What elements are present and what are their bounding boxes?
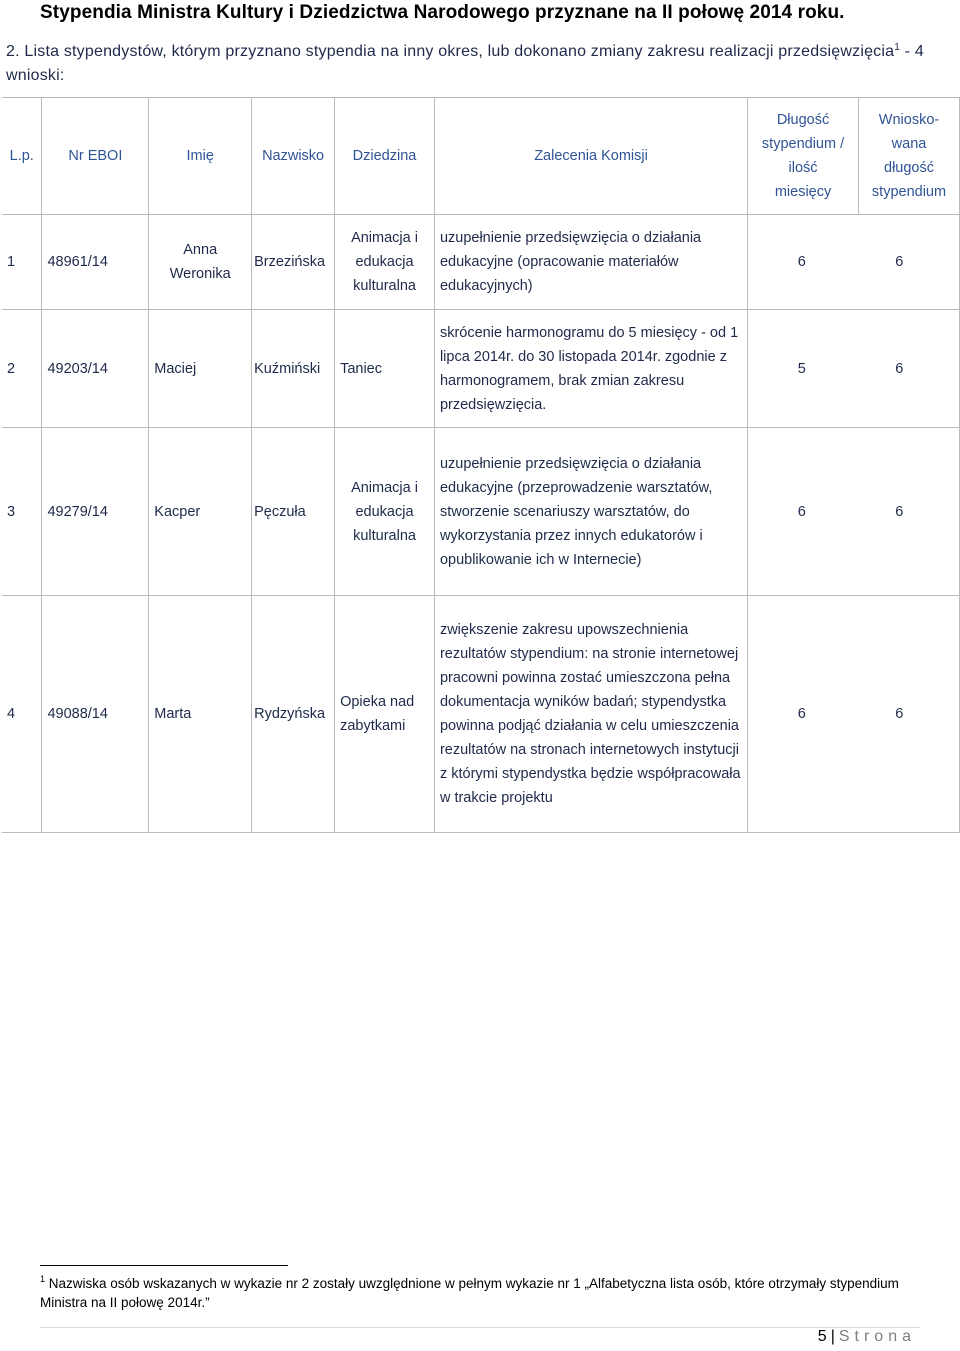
table-row	[2, 215, 960, 310]
cell-dlugosc: 5	[797, 360, 806, 377]
column-header-dlugosc: Długość stypendium / ilość miesięcy	[748, 98, 859, 215]
section-intro: 2. Lista stypendystów, którym przyznano stypendia na inny okres, lub dokonano zmiany zakresu realizacji przedsięwzięcia	[6, 43, 895, 60]
cell-zalecenia: zwiększenie zakresu upowszechnienia rezultatów stypendium: na stronie internetowej pracowni powinna zostać umieszczona pełna dokumentacja wyników badań; stypendystka powinna podjąć działania w celu umieszczenia rezultatów na stronach internetowych instytucji z którymi stypendystka będzie współpracowała w trakcie projektu	[434, 596, 747, 833]
cell-wnioskowana: 6	[895, 360, 904, 377]
cell-wnioskowana: 6	[895, 503, 904, 520]
page-footer	[818, 1328, 916, 1346]
cell-nr-eboi: 49203/14	[42, 310, 149, 428]
column-header-dziedzina: Dziedzina	[335, 98, 435, 215]
page-footer-rule	[40, 1327, 920, 1328]
column-header-zalecenia: Zalecenia Komisji	[434, 98, 747, 215]
footnote-separator	[40, 1265, 288, 1266]
footnote-ref: 1	[894, 42, 900, 53]
cell-imie: Kacper	[149, 428, 252, 596]
cell-nr-eboi: 49279/14	[42, 428, 149, 596]
page-number: 5	[817, 1328, 827, 1345]
cell-nazwisko: Brzezińska	[252, 215, 335, 310]
footnote-text: Nazwiska osób wskazanych w wykazie nr 2 zostały uwzględnione w pełnym wykazie nr 1 „Alfabetyczna lista osób, które otrzymały stypendium Ministra na II połowę 2014r.”	[40, 1276, 899, 1310]
cell-dlugosc: 6	[797, 254, 806, 270]
cell-nr-eboi: 48961/14	[42, 215, 149, 310]
cell-nazwisko: Rydzyńska	[252, 596, 335, 833]
cell-nr-eboi: 49088/14	[42, 596, 149, 833]
page-word: Strona	[838, 1328, 916, 1345]
cell-wnioskowana: 6	[895, 706, 904, 722]
document-title: Stypendia Ministra Kultury i Dziedzictwa Narodowego przyznane na II połowę 2014 roku.	[40, 2, 845, 23]
table-row	[2, 428, 960, 596]
column-header-nazwisko: Nazwisko	[252, 98, 335, 215]
footnote	[40, 1274, 920, 1312]
section-heading	[6, 40, 946, 88]
cell-durations	[748, 428, 960, 596]
cell-zalecenia: skrócenie harmonogramu do 5 miesięcy - od 1 lipca 2014r. do 30 listopada 2014r. zgodnie z harmonogramem, brak zmian zakresu przedsięwzięcia.	[434, 310, 747, 428]
cell-durations	[748, 596, 960, 833]
cell-dziedzina: Opieka nad zabytkami	[335, 596, 435, 833]
cell-imie: Anna Weronika	[149, 215, 252, 310]
scholarship-table	[2, 97, 960, 833]
cell-dlugosc: 6	[797, 706, 806, 722]
cell-lp: 4	[2, 596, 42, 833]
section-suffix: - 4 wnioski:	[6, 43, 924, 84]
cell-lp: 1	[2, 215, 42, 310]
cell-lp: 3	[2, 428, 42, 596]
cell-imie: Marta	[149, 596, 252, 833]
cell-lp: 2	[2, 310, 42, 428]
cell-imie: Maciej	[149, 310, 252, 428]
cell-wnioskowana: 6	[895, 254, 904, 270]
footnote-number: 1	[40, 1274, 46, 1284]
cell-nazwisko: Kuźmiński	[252, 310, 335, 428]
cell-nazwisko: Pęczuła	[252, 428, 335, 596]
cell-dlugosc: 6	[797, 503, 806, 520]
cell-zalecenia: uzupełnienie przedsięwzięcia o działania edukacyjne (opracowanie materiałów edukacyjnych)	[434, 215, 747, 310]
table-row	[2, 596, 960, 833]
column-header-lp: L.p.	[2, 98, 42, 215]
table-row	[2, 310, 960, 428]
cell-durations	[748, 310, 960, 428]
page-separator: |	[830, 1328, 835, 1345]
column-header-imie: Imię	[149, 98, 252, 215]
cell-zalecenia: uzupełnienie przedsięwzięcia o działania edukacyjne (przeprowadzenie warsztatów, stworzenie scenariuszy warsztatów, do wykorzystania przez innych edukatorów i opublikowanie ich w Internecie)	[434, 428, 747, 596]
cell-dziedzina: Animacja i edukacja kulturalna	[335, 215, 435, 310]
table-header-row	[2, 98, 960, 215]
cell-durations	[748, 215, 960, 310]
cell-dziedzina: Animacja i edukacja kulturalna	[335, 428, 435, 596]
column-header-nr-eboi: Nr EBOI	[42, 98, 149, 215]
cell-dziedzina: Taniec	[335, 310, 435, 428]
column-header-wnioskowana: Wniosko-wana długość stypendium	[859, 98, 960, 215]
